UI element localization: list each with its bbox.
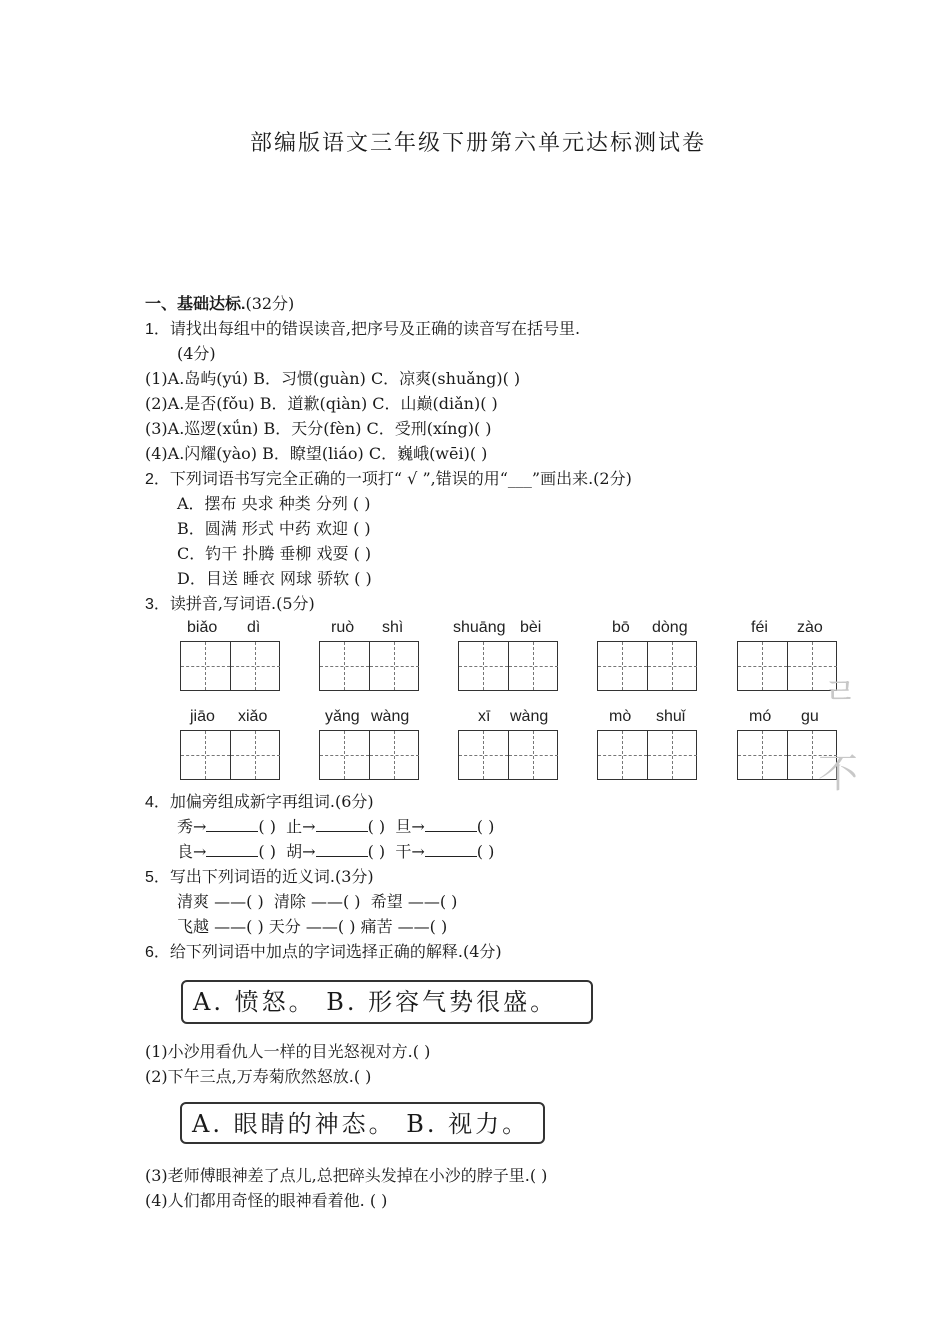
question-5 <box>145 867 374 888</box>
question-number: 2． <box>145 471 170 488</box>
radical-prompt: 旦→ <box>395 817 425 836</box>
pinyin: mò <box>609 708 632 725</box>
pinyin: shuāng <box>453 619 506 636</box>
pinyin: gu <box>801 708 819 725</box>
q2-option: A．摆布 央求 种类 分列 ( ) <box>177 494 371 513</box>
radical-prompt: 止→ <box>286 817 316 836</box>
writing-grid[interactable] <box>319 730 419 780</box>
question-number: 5． <box>145 869 170 886</box>
synonym-word: 希望 <box>370 892 403 911</box>
q2-option: C．钓干 扑腾 垂柳 戏耍 ( ) <box>177 544 372 563</box>
synonym-word: 痛苦 <box>360 917 393 936</box>
q4-row <box>177 817 494 837</box>
answer-paren: ( ) <box>367 817 386 836</box>
watermark-glyph: ㄹ <box>823 671 858 712</box>
writing-grid[interactable] <box>458 730 558 780</box>
writing-grid[interactable] <box>319 641 419 691</box>
synonym-answer: ——( ) <box>214 917 264 936</box>
pinyin: shuǐ <box>656 708 686 725</box>
q1-item: (2)A.是否(fǒu) B．道歉(qiàn) C．山巅(diǎn)( ) <box>145 394 498 413</box>
synonym-answer: ——( ) <box>305 917 356 936</box>
synonym-word: 清爽 <box>177 892 210 911</box>
synonym-word: 清除 <box>273 892 306 911</box>
answer-paren: ( ) <box>476 842 495 861</box>
answer-blank[interactable] <box>206 817 258 832</box>
q5-row <box>177 917 447 937</box>
q2-option: D．目送 睡衣 网球 骄软 ( ) <box>177 569 372 588</box>
pinyin: dòng <box>652 619 688 636</box>
question-1 <box>145 319 580 340</box>
watermark-glyph: 不 <box>818 752 858 796</box>
answer-blank[interactable] <box>316 817 368 832</box>
q6-item: (4)人们都用奇怪的眼神看着他. ( ) <box>145 1191 388 1210</box>
pinyin: xī <box>478 708 491 725</box>
pinyin: ruò <box>331 619 355 636</box>
question-number: 6． <box>145 944 170 961</box>
definition-box: A. 愤怒。 B. 形容气势很盛。 <box>181 980 593 1024</box>
question-text: 写出下列词语的近义词.(3分) <box>169 867 374 886</box>
page-title: 部编版语文三年级下册第六单元达标测试卷 <box>250 131 707 156</box>
definition-box: A. 眼睛的神态。 B. 视力。 <box>180 1102 545 1144</box>
writing-grid[interactable] <box>597 641 697 691</box>
radical-prompt: 良→ <box>177 842 207 861</box>
pinyin: bèi <box>520 619 542 636</box>
answer-paren: ( ) <box>258 817 276 836</box>
section-heading-label: 一、基础达标. <box>145 296 246 313</box>
synonym-answer: ——( ) <box>310 892 361 911</box>
synonym-answer: ——( ) <box>407 892 458 911</box>
pinyin: xiǎo <box>238 708 268 725</box>
answer-paren: ( ) <box>476 817 495 836</box>
q6-item: (3)老师傅眼神差了点儿,总把碎头发掉在小沙的脖子里.( ) <box>145 1166 548 1185</box>
answer-blank[interactable] <box>206 842 258 857</box>
question-number: 4． <box>145 794 170 811</box>
answer-blank[interactable] <box>425 817 477 832</box>
radical-prompt: 干→ <box>395 842 425 861</box>
answer-blank[interactable] <box>316 842 368 857</box>
q1-item: (4)A.闪耀(yào) B．瞭望(liáo) C．巍峨(wēi)( ) <box>145 444 488 463</box>
pinyin: dì <box>247 619 261 636</box>
question-text: 请找出每组中的错误读音,把序号及正确的读音写在括号里. <box>169 319 581 338</box>
synonym-answer: ——( ) <box>214 892 264 911</box>
synonym-word: 飞越 <box>177 917 210 936</box>
synonym-word: 天分 <box>268 917 301 936</box>
pinyin: mó <box>749 708 772 725</box>
question-2 <box>145 469 632 490</box>
writing-grid[interactable] <box>737 641 837 691</box>
q4-row <box>177 842 494 862</box>
pinyin: bō <box>612 619 630 636</box>
q1-item: (1)A.岛屿(yú) B．习惯(guàn) C．凉爽(shuǎng)( ) <box>145 369 521 388</box>
writing-grid[interactable] <box>180 730 280 780</box>
q6-item: (1)小沙用看仇人一样的目光怒视对方.( ) <box>145 1042 431 1061</box>
answer-paren: ( ) <box>258 842 276 861</box>
section-heading <box>145 294 294 315</box>
question-3 <box>145 594 315 615</box>
writing-grid[interactable] <box>180 641 280 691</box>
q1-item: (3)A.巡逻(xǘn) B．天分(fèn) C．受刑(xíng)( ) <box>145 419 492 438</box>
answer-paren: ( ) <box>367 842 386 861</box>
radical-prompt: 秀→ <box>177 817 207 836</box>
pinyin: zào <box>797 619 823 636</box>
question-4 <box>145 792 374 813</box>
q5-row <box>177 892 457 912</box>
question-text: 下列词语书写完全正确的一项打“ √ ”,错误的用“___”画出来.(2分) <box>169 469 632 488</box>
question-number: 1． <box>145 321 170 338</box>
writing-grid[interactable] <box>597 730 697 780</box>
question-text: 给下列词语中加点的字词选择正确的解释.(4分) <box>169 942 502 961</box>
answer-blank[interactable] <box>425 842 477 857</box>
question-text: 加偏旁组成新字再组词.(6分) <box>169 792 374 811</box>
pinyin: wàng <box>510 708 549 725</box>
q2-option: B．圆满 形式 中药 欢迎 ( ) <box>177 519 371 538</box>
pinyin: jiāo <box>190 708 215 725</box>
synonym-answer: ——( ) <box>397 917 448 936</box>
section-score: (32分) <box>245 294 295 313</box>
pinyin: biǎo <box>187 619 218 636</box>
pinyin: yǎng <box>325 708 360 725</box>
q6-item: (2)下午三点,万寿菊欣然怒放.( ) <box>145 1067 372 1086</box>
question-6 <box>145 942 502 963</box>
question-number: 3． <box>145 596 170 613</box>
pinyin: féi <box>751 619 768 636</box>
writing-grid[interactable] <box>458 641 558 691</box>
question-score: (4分) <box>177 344 216 363</box>
question-text: 读拼音,写词语.(5分) <box>169 594 315 613</box>
radical-prompt: 胡→ <box>286 842 316 861</box>
pinyin: wàng <box>371 708 410 725</box>
pinyin: shì <box>382 619 404 636</box>
